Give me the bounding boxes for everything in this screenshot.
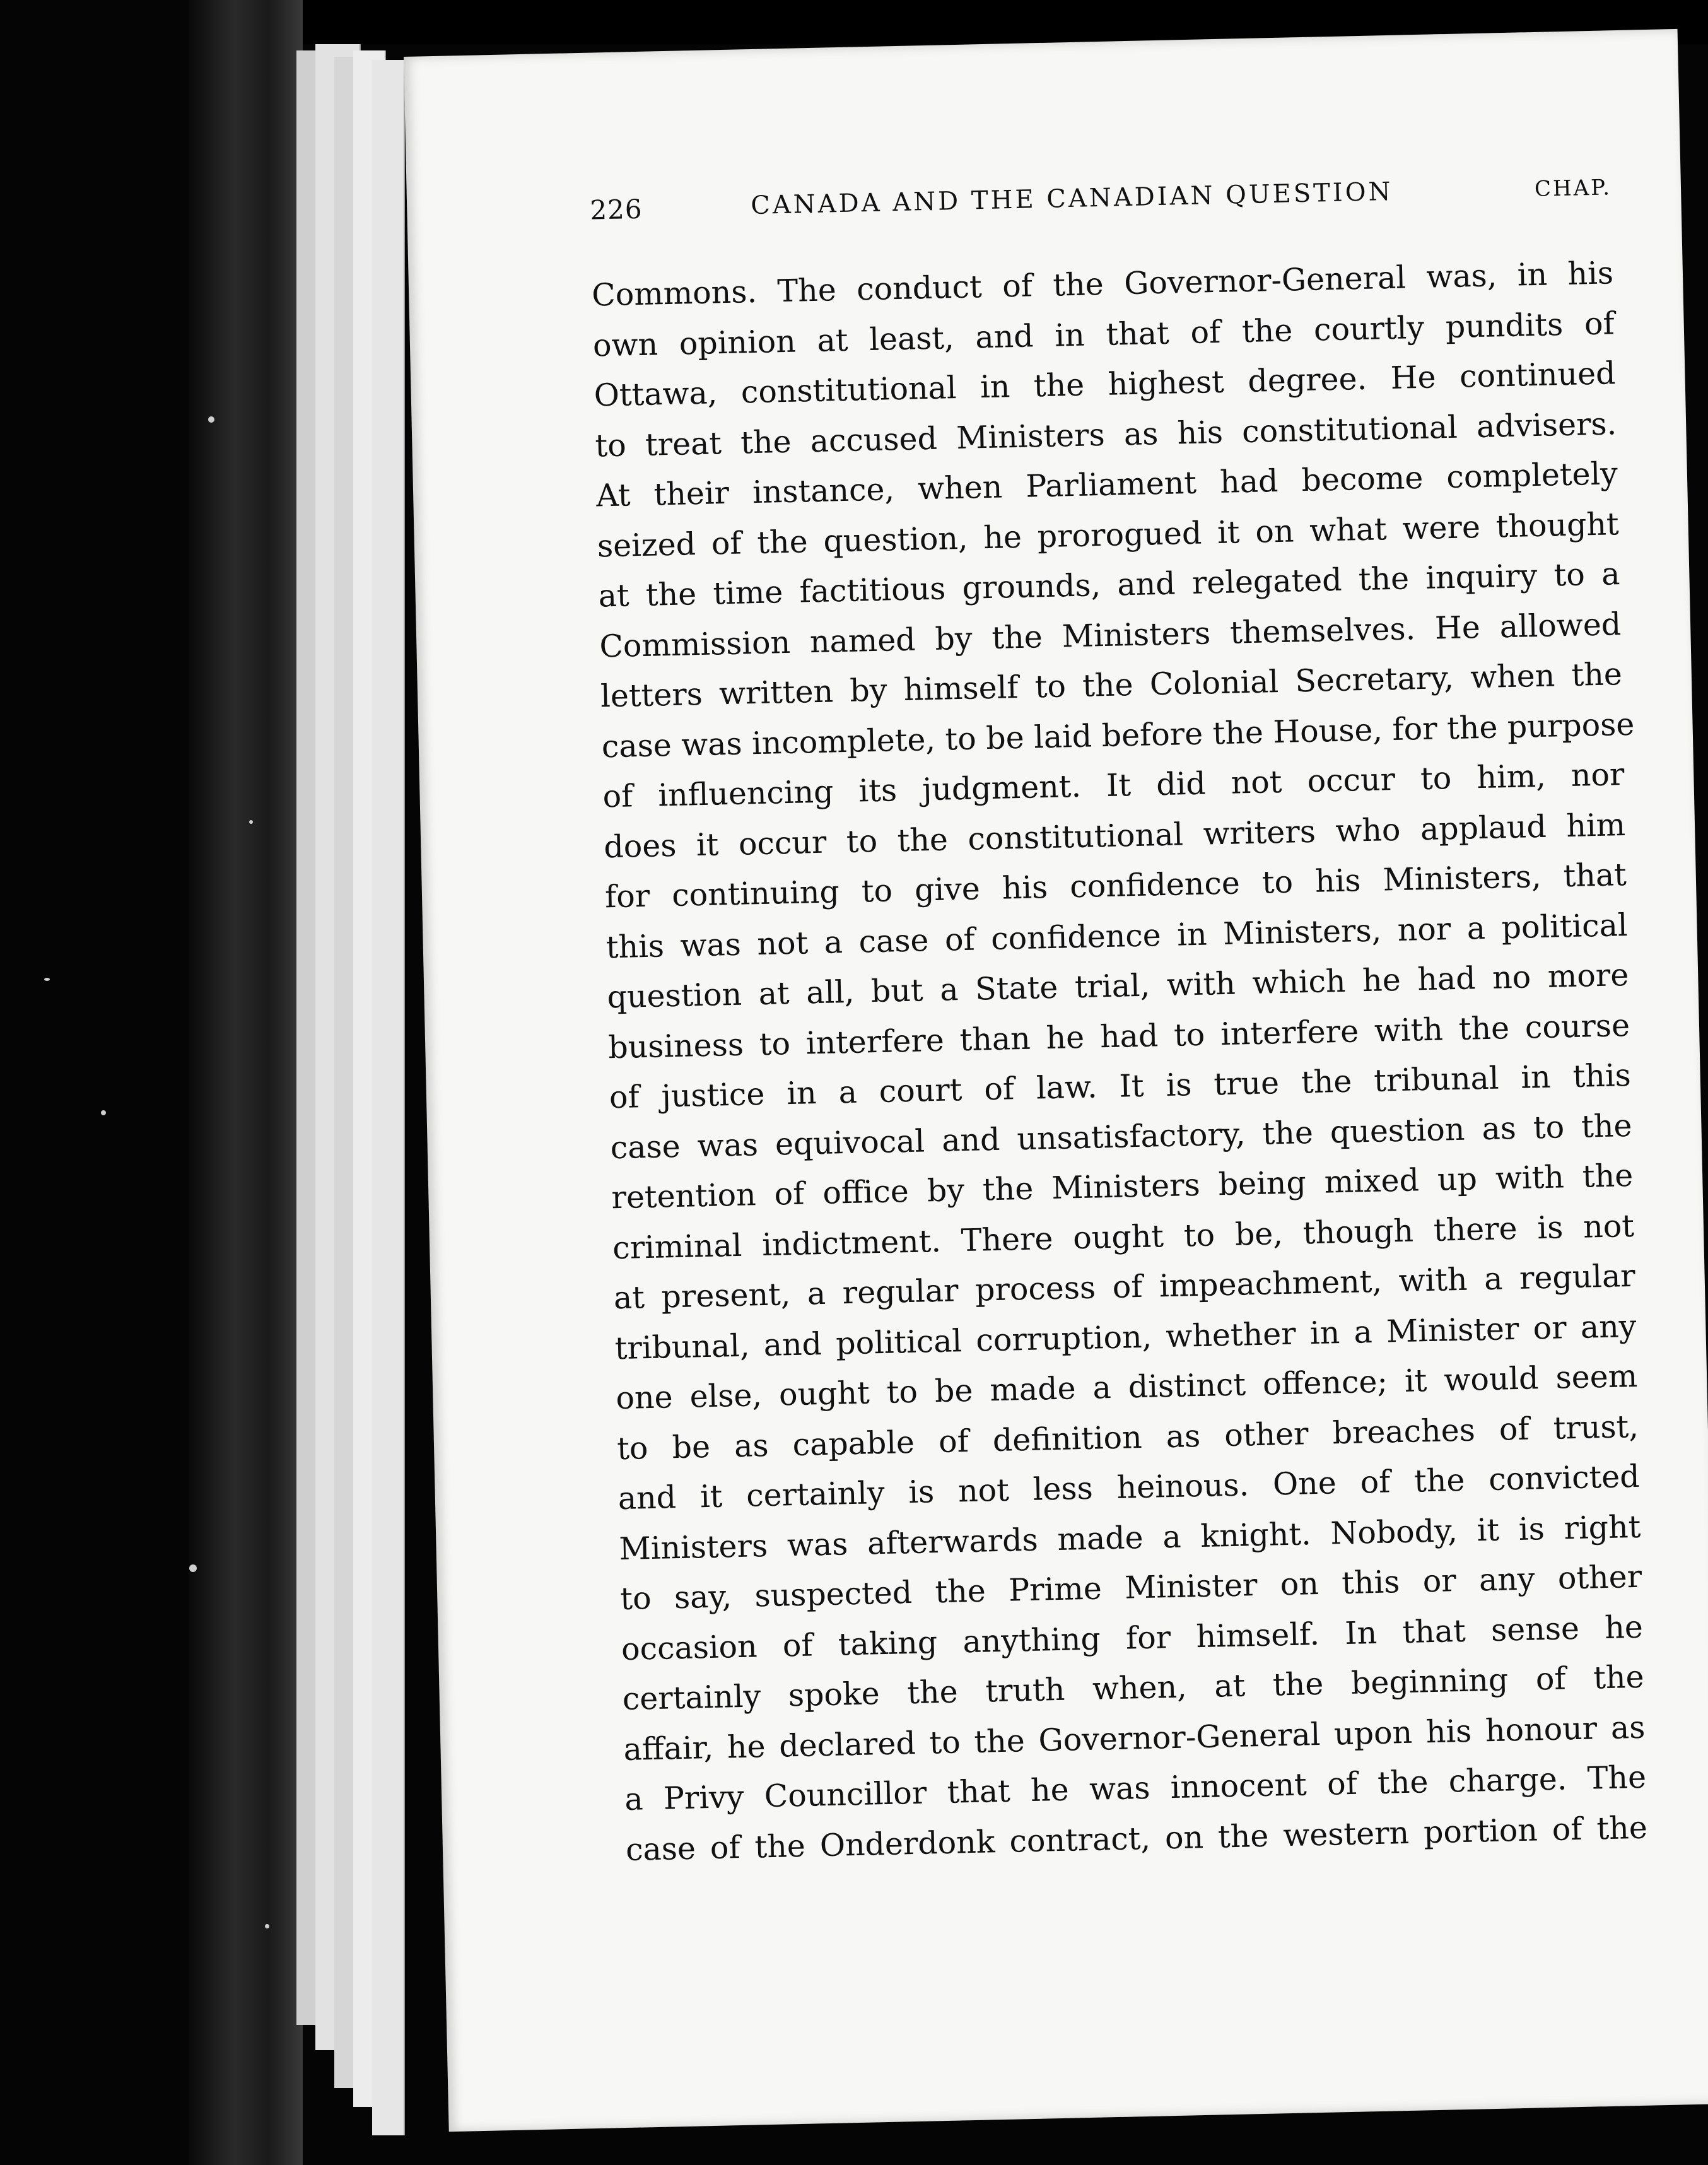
text-line: at present, a regular process of impeachment, with a regular <box>613 1257 1636 1317</box>
text-line: to treat the accused Ministers as his constitutional advisers. <box>594 405 1617 464</box>
book-title: CANADA AND THE CANADIAN QUESTION <box>750 177 1393 221</box>
text-line: to say, suspected the Prime Minister on this or any other <box>619 1558 1642 1617</box>
text-line: affair, he declared to the Governor-General upon his honour as <box>623 1709 1646 1768</box>
text-line: one else, ought to be made a distinct offence; it would seem <box>615 1358 1638 1417</box>
scan-speck <box>265 1924 269 1928</box>
scan-speck <box>101 1110 106 1115</box>
text-line: seized of the question, he prorogued it on what were thought <box>597 505 1620 564</box>
text-line: Ministers was afterwards made a knight. Nobody, it is right <box>619 1508 1641 1567</box>
text-line: business to interfere than he had to interfere with the course <box>607 1007 1630 1065</box>
text-line: of influencing its judgment. It did not occur to him, nor <box>602 756 1625 815</box>
text-line: criminal indictment. There ought to be, though there is not <box>612 1207 1635 1266</box>
text-line: At their instance, when Parliament had become completely <box>595 455 1618 514</box>
scan-speck <box>44 978 50 981</box>
text-line: occasion of taking anything for himself. In that sense he <box>621 1609 1644 1667</box>
text-line: a Privy Councillor that he was innocent of the charge. The <box>624 1759 1647 1818</box>
text-line: to be as capable of definition as other breaches of trust, <box>616 1408 1639 1467</box>
text-line: for continuing to give his confidence to his Ministers, that <box>604 857 1627 915</box>
text-line: of justice in a court of law. It is true the tribunal in this <box>609 1057 1632 1116</box>
text-line: case of the Onderdonk contract, on the western portion of the <box>625 1809 1648 1868</box>
page-number: 226 <box>589 193 643 226</box>
scan-speck <box>189 1564 197 1572</box>
text-line: tribunal, and political corruption, whether in a Minister or any <box>614 1308 1637 1366</box>
text-line: this was not a case of confidence in Ministers, nor a political <box>605 906 1629 965</box>
text-line: certainly spoke the truth when, at the beginning of the <box>622 1658 1645 1718</box>
book-spine <box>189 0 303 2165</box>
scan-speck <box>249 820 253 824</box>
text-line: retention of office by the Ministers being mixed up with the <box>611 1157 1634 1216</box>
text-line: own opinion at least, and in that of the courtly pundits of <box>592 305 1615 364</box>
text-line: Ottawa, constitutional in the highest degree. He continued <box>594 355 1617 414</box>
chapter-label: CHAP. <box>1534 175 1612 202</box>
page-edge <box>372 60 405 2135</box>
text-line: question at all, but a State trial, with which he had no more <box>606 956 1629 1016</box>
text-line: and it certainly is not less heinous. One of the convicted <box>617 1458 1641 1517</box>
text-line: Commons. The conduct of the Governor-General was, in his <box>591 255 1614 314</box>
text-line: at the time factitious grounds, and relegated the inquiry to a <box>598 556 1620 614</box>
text-line: does it occur to the constitutional writers who applaud him <box>603 806 1626 865</box>
text-line: Commission named by the Ministers themselves. He allowed <box>599 606 1622 664</box>
page <box>404 29 1708 2132</box>
text-line: letters written by himself to the Colonial Secretary, when the <box>600 656 1623 715</box>
text-line: case was incomplete, to be laid before the House, for the purpose <box>601 706 1635 765</box>
scan-speck <box>208 416 214 423</box>
text-line: case was equivocal and unsatisfactory, the question as to the <box>610 1107 1633 1166</box>
running-head <box>590 172 1612 238</box>
body-text <box>591 248 1647 1875</box>
